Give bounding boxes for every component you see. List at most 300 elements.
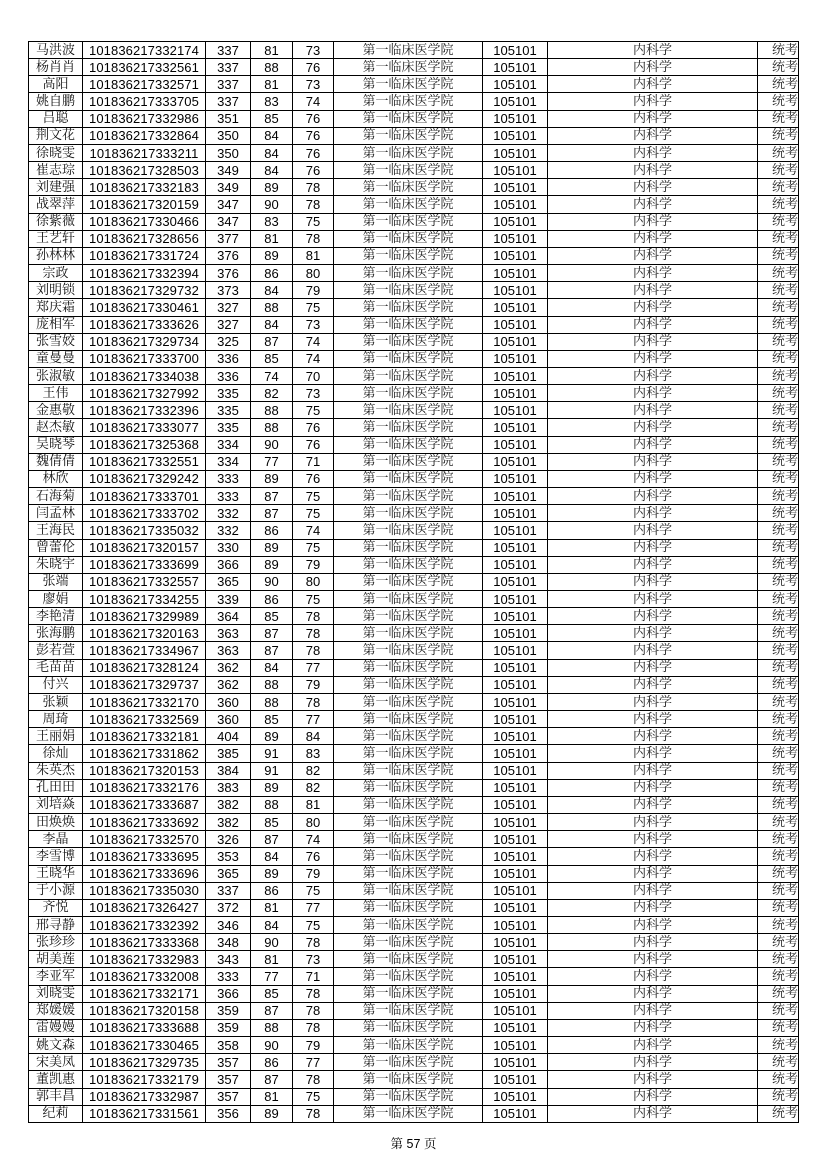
college-name-cell: 第一临床医学院: [334, 573, 483, 590]
table-row: [29, 642, 799, 659]
weighted-score-cell: 80: [293, 814, 334, 831]
major-name-cell: 内科学: [548, 1105, 758, 1122]
major-name-cell: 内科学: [548, 1088, 758, 1105]
exam-type-cell: 统考: [758, 916, 799, 933]
college-name-cell: 第一临床医学院: [334, 385, 483, 402]
candidate-id-cell: 101836217332551: [83, 453, 206, 470]
table-row: [29, 1037, 799, 1054]
major-name-cell: 内科学: [548, 814, 758, 831]
weighted-score-cell: 79: [293, 282, 334, 299]
major-name-cell: 内科学: [548, 951, 758, 968]
total-score-cell: 382: [206, 814, 251, 831]
exam-type-cell: 统考: [758, 591, 799, 608]
total-score-cell: 339: [206, 591, 251, 608]
candidate-id-cell: 101836217332396: [83, 402, 206, 419]
exam-type-cell: 统考: [758, 985, 799, 1002]
college-name-cell: 第一临床医学院: [334, 470, 483, 487]
candidate-name-cell: 荆文花: [29, 127, 83, 144]
major-code-cell: 105101: [483, 470, 548, 487]
major-code-cell: 105101: [483, 282, 548, 299]
major-code-cell: 105101: [483, 573, 548, 590]
politics-score-cell: 83: [251, 93, 293, 110]
candidate-name-cell: 石海菊: [29, 488, 83, 505]
candidate-name-cell: 邢寻静: [29, 916, 83, 933]
total-score-cell: 337: [206, 76, 251, 93]
major-name-cell: 内科学: [548, 539, 758, 556]
table-row: [29, 625, 799, 642]
total-score-cell: 325: [206, 333, 251, 350]
exam-type-cell: 统考: [758, 1071, 799, 1088]
major-name-cell: 内科学: [548, 265, 758, 282]
politics-score-cell: 77: [251, 453, 293, 470]
major-code-cell: 105101: [483, 779, 548, 796]
major-name-cell: 内科学: [548, 625, 758, 642]
politics-score-cell: 81: [251, 42, 293, 59]
total-score-cell: 347: [206, 213, 251, 230]
table-row: [29, 299, 799, 316]
weighted-score-cell: 76: [293, 419, 334, 436]
total-score-cell: 357: [206, 1088, 251, 1105]
major-name-cell: 内科学: [548, 144, 758, 161]
weighted-score-cell: 78: [293, 642, 334, 659]
college-name-cell: 第一临床医学院: [334, 196, 483, 213]
politics-score-cell: 85: [251, 608, 293, 625]
candidate-id-cell: 101836217332174: [83, 42, 206, 59]
exam-type-cell: 统考: [758, 1037, 799, 1054]
candidate-name-cell: 朱晓宇: [29, 556, 83, 573]
candidate-id-cell: 101836217328503: [83, 162, 206, 179]
major-code-cell: 105101: [483, 1019, 548, 1036]
major-code-cell: 105101: [483, 899, 548, 916]
major-name-cell: 内科学: [548, 196, 758, 213]
candidate-id-cell: 101836217331724: [83, 247, 206, 264]
total-score-cell: 362: [206, 676, 251, 693]
candidate-id-cell: 101836217333692: [83, 814, 206, 831]
candidate-id-cell: 101836217332983: [83, 951, 206, 968]
total-score-cell: 326: [206, 831, 251, 848]
candidate-id-cell: 101836217332571: [83, 76, 206, 93]
major-code-cell: 105101: [483, 659, 548, 676]
weighted-score-cell: 78: [293, 625, 334, 642]
candidate-name-cell: 吕聪: [29, 110, 83, 127]
major-name-cell: 内科学: [548, 505, 758, 522]
total-score-cell: 333: [206, 470, 251, 487]
major-code-cell: 105101: [483, 1071, 548, 1088]
exam-type-cell: 统考: [758, 865, 799, 882]
weighted-score-cell: 79: [293, 676, 334, 693]
exam-type-cell: 统考: [758, 951, 799, 968]
exam-type-cell: 统考: [758, 385, 799, 402]
candidate-id-cell: 101836217335032: [83, 522, 206, 539]
major-code-cell: 105101: [483, 110, 548, 127]
major-code-cell: 105101: [483, 1088, 548, 1105]
candidate-id-cell: 101836217332864: [83, 127, 206, 144]
college-name-cell: 第一临床医学院: [334, 144, 483, 161]
major-code-cell: 105101: [483, 436, 548, 453]
college-name-cell: 第一临床医学院: [334, 556, 483, 573]
weighted-score-cell: 74: [293, 93, 334, 110]
major-name-cell: 内科学: [548, 1071, 758, 1088]
politics-score-cell: 87: [251, 831, 293, 848]
weighted-score-cell: 78: [293, 1071, 334, 1088]
weighted-score-cell: 77: [293, 659, 334, 676]
total-score-cell: 333: [206, 968, 251, 985]
candidate-name-cell: 张淑敏: [29, 367, 83, 384]
candidate-name-cell: 彭若萱: [29, 642, 83, 659]
table-row: [29, 1019, 799, 1036]
exam-type-cell: 统考: [758, 608, 799, 625]
total-score-cell: 349: [206, 179, 251, 196]
college-name-cell: 第一临床医学院: [334, 76, 483, 93]
weighted-score-cell: 84: [293, 728, 334, 745]
major-name-cell: 内科学: [548, 882, 758, 899]
major-code-cell: 105101: [483, 402, 548, 419]
politics-score-cell: 90: [251, 1037, 293, 1054]
table-row: [29, 591, 799, 608]
major-code-cell: 105101: [483, 419, 548, 436]
college-name-cell: 第一临床医学院: [334, 522, 483, 539]
major-name-cell: 内科学: [548, 831, 758, 848]
table-row: [29, 1088, 799, 1105]
weighted-score-cell: 73: [293, 385, 334, 402]
candidate-name-cell: 廖娟: [29, 591, 83, 608]
candidate-id-cell: 101836217333368: [83, 934, 206, 951]
candidate-name-cell: 张珍珍: [29, 934, 83, 951]
major-code-cell: 105101: [483, 76, 548, 93]
total-score-cell: 357: [206, 1054, 251, 1071]
college-name-cell: 第一临床医学院: [334, 505, 483, 522]
politics-score-cell: 87: [251, 642, 293, 659]
major-code-cell: 105101: [483, 711, 548, 728]
politics-score-cell: 86: [251, 591, 293, 608]
politics-score-cell: 77: [251, 968, 293, 985]
exam-type-cell: 统考: [758, 470, 799, 487]
total-score-cell: 335: [206, 385, 251, 402]
politics-score-cell: 87: [251, 333, 293, 350]
college-name-cell: 第一临床医学院: [334, 402, 483, 419]
politics-score-cell: 81: [251, 951, 293, 968]
college-name-cell: 第一临床医学院: [334, 350, 483, 367]
college-name-cell: 第一临床医学院: [334, 1037, 483, 1054]
exam-type-cell: 统考: [758, 179, 799, 196]
exam-type-cell: 统考: [758, 1088, 799, 1105]
candidate-id-cell: 101836217320157: [83, 539, 206, 556]
candidate-id-cell: 101836217329989: [83, 608, 206, 625]
candidate-name-cell: 高阳: [29, 76, 83, 93]
total-score-cell: 376: [206, 265, 251, 282]
table-row: [29, 573, 799, 590]
candidate-id-cell: 101836217333687: [83, 796, 206, 813]
exam-type-cell: 统考: [758, 625, 799, 642]
college-name-cell: 第一临床医学院: [334, 265, 483, 282]
table-row: [29, 488, 799, 505]
weighted-score-cell: 77: [293, 711, 334, 728]
total-score-cell: 350: [206, 127, 251, 144]
table-row: [29, 93, 799, 110]
total-score-cell: 365: [206, 865, 251, 882]
exam-type-cell: 统考: [758, 1054, 799, 1071]
major-code-cell: 105101: [483, 848, 548, 865]
weighted-score-cell: 77: [293, 899, 334, 916]
candidate-id-cell: 101836217329737: [83, 676, 206, 693]
college-name-cell: 第一临床医学院: [334, 865, 483, 882]
candidate-id-cell: 101836217332171: [83, 985, 206, 1002]
candidate-name-cell: 付兴: [29, 676, 83, 693]
college-name-cell: 第一临床医学院: [334, 642, 483, 659]
candidate-name-cell: 战翠萍: [29, 196, 83, 213]
total-score-cell: 358: [206, 1037, 251, 1054]
major-name-cell: 内科学: [548, 282, 758, 299]
politics-score-cell: 88: [251, 1019, 293, 1036]
major-name-cell: 内科学: [548, 1019, 758, 1036]
table-row: [29, 42, 799, 59]
table-row: [29, 848, 799, 865]
politics-score-cell: 81: [251, 230, 293, 247]
major-name-cell: 内科学: [548, 333, 758, 350]
politics-score-cell: 89: [251, 728, 293, 745]
major-code-cell: 105101: [483, 213, 548, 230]
total-score-cell: 364: [206, 608, 251, 625]
candidate-id-cell: 101836217328124: [83, 659, 206, 676]
weighted-score-cell: 75: [293, 299, 334, 316]
candidate-id-cell: 101836217327992: [83, 385, 206, 402]
college-name-cell: 第一临床医学院: [334, 728, 483, 745]
candidate-id-cell: 101836217332183: [83, 179, 206, 196]
total-score-cell: 332: [206, 522, 251, 539]
politics-score-cell: 84: [251, 316, 293, 333]
major-name-cell: 内科学: [548, 162, 758, 179]
candidate-id-cell: 101836217331561: [83, 1105, 206, 1122]
total-score-cell: 334: [206, 453, 251, 470]
candidate-id-cell: 101836217329242: [83, 470, 206, 487]
major-name-cell: 内科学: [548, 693, 758, 710]
table-row: [29, 385, 799, 402]
table-row: [29, 865, 799, 882]
candidate-name-cell: 胡美莲: [29, 951, 83, 968]
college-name-cell: 第一临床医学院: [334, 762, 483, 779]
politics-score-cell: 87: [251, 1071, 293, 1088]
table-row: [29, 76, 799, 93]
table-row: [29, 1071, 799, 1088]
table-row: [29, 402, 799, 419]
major-code-cell: 105101: [483, 385, 548, 402]
candidate-id-cell: 101836217334255: [83, 591, 206, 608]
candidate-id-cell: 101836217325368: [83, 436, 206, 453]
total-score-cell: 365: [206, 573, 251, 590]
politics-score-cell: 91: [251, 745, 293, 762]
major-name-cell: 内科学: [548, 916, 758, 933]
exam-type-cell: 统考: [758, 230, 799, 247]
total-score-cell: 363: [206, 625, 251, 642]
college-name-cell: 第一临床医学院: [334, 127, 483, 144]
major-name-cell: 内科学: [548, 299, 758, 316]
weighted-score-cell: 75: [293, 402, 334, 419]
college-name-cell: 第一临床医学院: [334, 247, 483, 264]
total-score-cell: 377: [206, 230, 251, 247]
candidate-name-cell: 姚文森: [29, 1037, 83, 1054]
college-name-cell: 第一临床医学院: [334, 299, 483, 316]
major-name-cell: 内科学: [548, 42, 758, 59]
major-code-cell: 105101: [483, 316, 548, 333]
candidate-name-cell: 齐悦: [29, 899, 83, 916]
major-name-cell: 内科学: [548, 247, 758, 264]
candidate-id-cell: 101836217334038: [83, 367, 206, 384]
candidate-name-cell: 宗政: [29, 265, 83, 282]
total-score-cell: 333: [206, 488, 251, 505]
exam-type-cell: 统考: [758, 299, 799, 316]
college-name-cell: 第一临床医学院: [334, 608, 483, 625]
table-row: [29, 316, 799, 333]
politics-score-cell: 84: [251, 127, 293, 144]
college-name-cell: 第一临床医学院: [334, 882, 483, 899]
candidate-name-cell: 董凯惠: [29, 1071, 83, 1088]
table-row: [29, 556, 799, 573]
total-score-cell: 376: [206, 247, 251, 264]
major-name-cell: 内科学: [548, 93, 758, 110]
exam-type-cell: 统考: [758, 453, 799, 470]
weighted-score-cell: 79: [293, 556, 334, 573]
college-name-cell: 第一临床医学院: [334, 676, 483, 693]
politics-score-cell: 85: [251, 985, 293, 1002]
major-name-cell: 内科学: [548, 865, 758, 882]
weighted-score-cell: 74: [293, 350, 334, 367]
major-code-cell: 105101: [483, 265, 548, 282]
candidate-name-cell: 刘明锁: [29, 282, 83, 299]
politics-score-cell: 90: [251, 934, 293, 951]
politics-score-cell: 84: [251, 282, 293, 299]
politics-score-cell: 86: [251, 522, 293, 539]
major-name-cell: 内科学: [548, 796, 758, 813]
politics-score-cell: 84: [251, 916, 293, 933]
candidate-id-cell: 101836217333077: [83, 419, 206, 436]
major-name-cell: 内科学: [548, 453, 758, 470]
major-name-cell: 内科学: [548, 642, 758, 659]
table-row: [29, 333, 799, 350]
major-code-cell: 105101: [483, 831, 548, 848]
politics-score-cell: 86: [251, 265, 293, 282]
table-row: [29, 814, 799, 831]
college-name-cell: 第一临床医学院: [334, 591, 483, 608]
weighted-score-cell: 70: [293, 367, 334, 384]
table-row: [29, 179, 799, 196]
politics-score-cell: 85: [251, 814, 293, 831]
college-name-cell: 第一临床医学院: [334, 367, 483, 384]
table-row: [29, 796, 799, 813]
candidate-name-cell: 田焕焕: [29, 814, 83, 831]
exam-type-cell: 统考: [758, 488, 799, 505]
politics-score-cell: 89: [251, 247, 293, 264]
politics-score-cell: 85: [251, 350, 293, 367]
total-score-cell: 337: [206, 93, 251, 110]
major-name-cell: 内科学: [548, 745, 758, 762]
total-score-cell: 327: [206, 299, 251, 316]
total-score-cell: 350: [206, 144, 251, 161]
candidate-name-cell: 刘培焱: [29, 796, 83, 813]
college-name-cell: 第一临床医学院: [334, 539, 483, 556]
major-name-cell: 内科学: [548, 488, 758, 505]
candidate-name-cell: 徐灿: [29, 745, 83, 762]
total-score-cell: 335: [206, 402, 251, 419]
exam-type-cell: 统考: [758, 333, 799, 350]
candidate-name-cell: 徐晓雯: [29, 144, 83, 161]
weighted-score-cell: 74: [293, 522, 334, 539]
exam-type-cell: 统考: [758, 196, 799, 213]
candidate-id-cell: 101836217320153: [83, 762, 206, 779]
politics-score-cell: 85: [251, 110, 293, 127]
college-name-cell: 第一临床医学院: [334, 1071, 483, 1088]
exam-type-cell: 统考: [758, 419, 799, 436]
page-footer: [0, 1134, 827, 1152]
major-name-cell: 内科学: [548, 779, 758, 796]
total-score-cell: 351: [206, 110, 251, 127]
major-code-cell: 105101: [483, 968, 548, 985]
total-score-cell: 384: [206, 762, 251, 779]
table-row: [29, 247, 799, 264]
candidate-name-cell: 徐紫薇: [29, 213, 83, 230]
total-score-cell: 334: [206, 436, 251, 453]
college-name-cell: 第一临床医学院: [334, 230, 483, 247]
weighted-score-cell: 75: [293, 882, 334, 899]
major-code-cell: 105101: [483, 179, 548, 196]
total-score-cell: 348: [206, 934, 251, 951]
page-number: 57: [406, 1137, 421, 1151]
weighted-score-cell: 76: [293, 127, 334, 144]
table-row: [29, 265, 799, 282]
exam-type-cell: 统考: [758, 539, 799, 556]
major-name-cell: 内科学: [548, 711, 758, 728]
weighted-score-cell: 73: [293, 42, 334, 59]
total-score-cell: 404: [206, 728, 251, 745]
exam-type-cell: 统考: [758, 831, 799, 848]
weighted-score-cell: 80: [293, 573, 334, 590]
exam-type-cell: 统考: [758, 1019, 799, 1036]
politics-score-cell: 89: [251, 179, 293, 196]
weighted-score-cell: 74: [293, 831, 334, 848]
table-row: [29, 127, 799, 144]
major-name-cell: 内科学: [548, 985, 758, 1002]
major-code-cell: 105101: [483, 1105, 548, 1122]
table-row: [29, 693, 799, 710]
weighted-score-cell: 83: [293, 745, 334, 762]
college-name-cell: 第一临床医学院: [334, 419, 483, 436]
major-name-cell: 内科学: [548, 1002, 758, 1019]
politics-score-cell: 87: [251, 505, 293, 522]
weighted-score-cell: 77: [293, 1054, 334, 1071]
table-row: [29, 162, 799, 179]
exam-type-cell: 统考: [758, 282, 799, 299]
politics-score-cell: 88: [251, 299, 293, 316]
table-row: [29, 539, 799, 556]
candidate-id-cell: 101836217332392: [83, 916, 206, 933]
weighted-score-cell: 75: [293, 488, 334, 505]
candidate-id-cell: 101836217320159: [83, 196, 206, 213]
total-score-cell: 337: [206, 59, 251, 76]
weighted-score-cell: 78: [293, 608, 334, 625]
candidate-id-cell: 101836217328656: [83, 230, 206, 247]
major-code-cell: 105101: [483, 522, 548, 539]
table-row: [29, 779, 799, 796]
table-body: [29, 42, 799, 1123]
total-score-cell: 372: [206, 899, 251, 916]
weighted-score-cell: 80: [293, 265, 334, 282]
politics-score-cell: 86: [251, 882, 293, 899]
candidate-name-cell: 吴晓琴: [29, 436, 83, 453]
politics-score-cell: 84: [251, 659, 293, 676]
major-name-cell: 内科学: [548, 350, 758, 367]
major-code-cell: 105101: [483, 539, 548, 556]
candidate-id-cell: 101836217334967: [83, 642, 206, 659]
candidate-id-cell: 101836217333705: [83, 93, 206, 110]
